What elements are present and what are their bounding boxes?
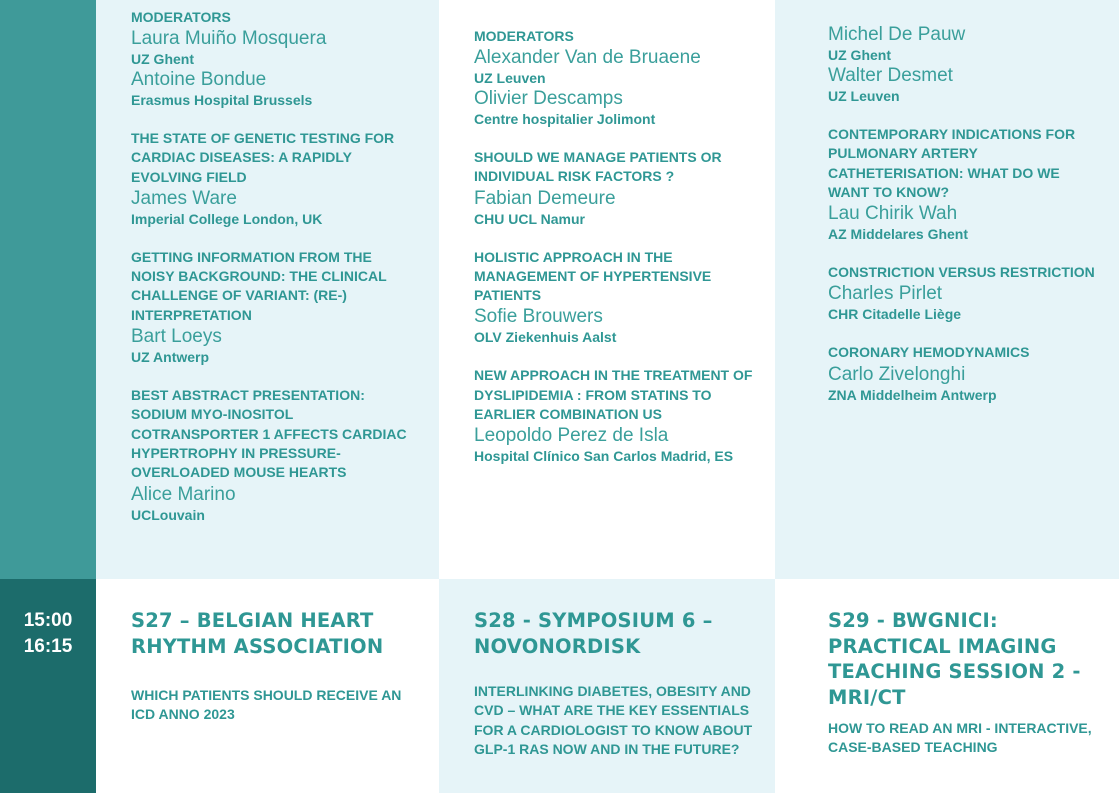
moderators-label: MODERATORS — [474, 28, 574, 44]
talk-title: HOW TO READ AN MRI - INTERACTIVE, CASE-BASED TEACHING — [828, 720, 1092, 756]
speaker-affiliation: Hospital Clínico San Carlos Madrid, ES — [474, 448, 734, 465]
speaker-name: Lau Chirik Wah — [828, 203, 958, 225]
speaker-affiliation: ZNA Middelheim Antwerp — [828, 386, 997, 403]
speaker-name: James Ware — [131, 187, 237, 209]
session-cell-s29 — [775, 579, 1119, 793]
moderator-affiliation: UZ Leuven — [474, 70, 546, 86]
speaker-name: Carlo Zivelonghi — [828, 363, 966, 385]
speaker-name: Fabian Demeure — [474, 187, 616, 209]
time-start: 15:00 — [23, 610, 73, 631]
speaker-affiliation: Imperial College London, UK — [131, 210, 323, 227]
session-cell-s28 — [439, 579, 775, 793]
program-cell-col2 — [439, 0, 775, 579]
speaker-name: Sofie Brouwers — [474, 306, 603, 328]
moderators-label: MODERATORS — [131, 9, 231, 25]
moderator-name: Olivier Descamps — [474, 88, 623, 109]
time-column-top — [0, 0, 96, 579]
talk-title: BEST ABSTRACT PRESENTATION: SODIUM MYO-INOSITOL COTRANSPORTER 1 AFFECTS CARDIAC HYPERTROPHY IN PRESSURE-OVERLOADED MOUSE HEARTS — [131, 387, 407, 481]
talk-title: CONSTRICTION VERSUS RESTRICTION — [828, 264, 1095, 281]
session-cell-s27 — [96, 579, 439, 793]
speaker-affiliation: CHU UCL Namur — [474, 210, 585, 227]
moderator-name: Walter Desmet — [828, 65, 953, 86]
time-slot — [0, 608, 96, 660]
moderator-affiliation: Erasmus Hospital Brussels — [131, 92, 313, 108]
speaker-affiliation: CHR Citadelle Liège — [828, 306, 962, 323]
session-title: S29 - BWGNICI: PRACTICAL IMAGING TEACHING SESSION 2 - MRI/CT — [828, 609, 1081, 709]
talk-title: SHOULD WE MANAGE PATIENTS OR INDIVIDUAL RISK FACTORS ? — [474, 149, 722, 185]
talk-title: CONTEMPORARY INDICATIONS FOR PULMONARY ARTERY CATHETERISATION: WHAT DO WE WANT TO KNOW? — [828, 126, 1076, 200]
moderator-name: Michel De Pauw — [828, 24, 966, 45]
moderator-affiliation: Centre hospitalier Jolimont — [474, 111, 656, 127]
speaker-affiliation: UCLouvain — [131, 506, 205, 523]
speaker-affiliation: UZ Antwerp — [131, 349, 210, 366]
moderator-affiliation: UZ Leuven — [828, 88, 900, 104]
moderator-name: Antoine Bondue — [131, 69, 267, 90]
moderator-name: Alexander Van de Bruaene — [474, 47, 701, 68]
talk-title: THE STATE OF GENETIC TESTING FOR CARDIAC DISEASES: A RAPIDLY EVOLVING FIELD — [131, 130, 395, 185]
talk-title: NEW APPROACH IN THE TREATMENT OF DYSLIPIDEMIA : FROM STATINS TO EARLIER COMBINATION US — [474, 367, 753, 423]
talk-title: CORONARY HEMODYNAMICS — [828, 344, 1030, 361]
talk-title: GETTING INFORMATION FROM THE NOISY BACKGROUND: THE CLINICAL CHALLENGE OF VARIANT: (RE-) INTERPRETATION — [131, 248, 387, 323]
program-cell-col1 — [96, 0, 439, 579]
talk-title: WHICH PATIENTS SHOULD RECEIVE AN ICD ANNO 2023 — [131, 687, 402, 723]
time-end: 16:15 — [23, 636, 73, 657]
session-title: S27 – BELGIAN HEART RHYTHM ASSOCIATION — [131, 609, 384, 658]
speaker-affiliation: OLV Ziekenhuis Aalst — [474, 329, 617, 346]
talk-title: INTERLINKING DIABETES, OBESITY AND CVD – WHAT ARE THE KEY ESSENTIALS FOR A CARDIOLOGIST TO KNOW ABOUT GLP-1 RAS NOW AND IN THE FUTURE? — [474, 683, 753, 757]
session-title: S28 - SYMPOSIUM 6 – NOVONORDISK — [474, 609, 713, 658]
moderator-affiliation: UZ Ghent — [828, 47, 891, 63]
speaker-affiliation: AZ Middelares Ghent — [828, 226, 969, 243]
speaker-name: Alice Marino — [131, 483, 236, 505]
moderator-affiliation: UZ Ghent — [131, 51, 194, 67]
talk-title: HOLISTIC APPROACH IN THE MANAGEMENT OF HYPERTENSIVE PATIENTS — [474, 248, 712, 304]
speaker-name: Charles Pirlet — [828, 283, 943, 305]
moderator-name: Laura Muiño Mosquera — [131, 28, 327, 49]
speaker-name: Bart Loeys — [131, 326, 222, 348]
speaker-name: Leopoldo Perez de Isla — [474, 425, 669, 447]
program-cell-col3 — [775, 0, 1119, 579]
